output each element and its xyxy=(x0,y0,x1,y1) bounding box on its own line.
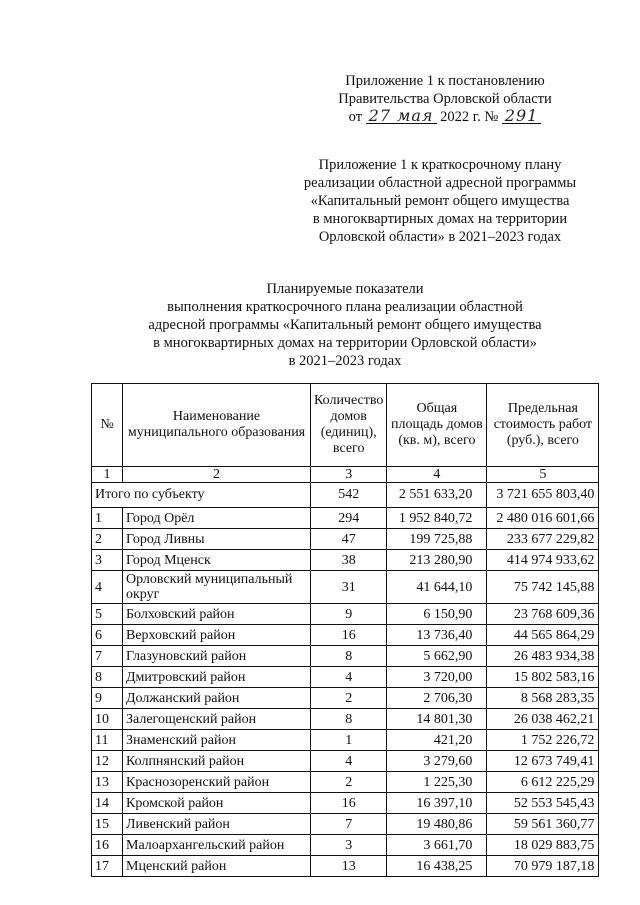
row-cost: 75 742 145,88 xyxy=(487,571,599,604)
table-row xyxy=(92,646,599,667)
handwritten-number: 291 xyxy=(502,109,542,124)
row-count: 13 xyxy=(311,856,387,877)
row-number: 2 xyxy=(92,529,123,550)
table-row xyxy=(92,667,599,688)
appendix-line: «Капитальный ремонт общего имущества xyxy=(310,193,570,209)
row-cost: 2 480 016 601,66 xyxy=(487,508,599,529)
title-line: в 2021–2023 годах xyxy=(288,353,402,369)
row-area: 3 661,70 xyxy=(387,835,487,856)
row-area: 16 397,10 xyxy=(387,793,487,814)
row-cost: 12 673 749,41 xyxy=(487,751,599,772)
row-cost: 70 979 187,18 xyxy=(487,856,599,877)
table-row xyxy=(92,772,599,793)
row-area: 213 280,90 xyxy=(387,550,487,571)
row-municipality: Знаменский район xyxy=(123,730,311,751)
row-cost: 8 568 283,35 xyxy=(487,688,599,709)
table-row xyxy=(92,814,599,835)
table-row xyxy=(92,550,599,571)
row-number: 10 xyxy=(92,709,123,730)
appendix-date-line xyxy=(300,108,590,126)
table-row xyxy=(92,508,599,529)
total-area: 2 551 633,20 xyxy=(387,483,487,508)
title-line: выполнения краткосрочного плана реализации областной xyxy=(167,299,523,315)
column-number: 4 xyxy=(387,467,487,483)
date-prefix: от xyxy=(348,109,363,125)
row-cost: 18 029 883,75 xyxy=(487,835,599,856)
table-row xyxy=(92,856,599,877)
column-number: 5 xyxy=(487,467,599,483)
row-cost: 15 802 583,16 xyxy=(487,667,599,688)
row-area: 19 480,86 xyxy=(387,814,487,835)
table-row xyxy=(92,688,599,709)
row-number: 6 xyxy=(92,625,123,646)
row-cost: 233 677 229,82 xyxy=(487,529,599,550)
row-area: 13 736,40 xyxy=(387,625,487,646)
row-count: 8 xyxy=(311,709,387,730)
row-municipality: Глазуновский район xyxy=(123,646,311,667)
row-municipality: Город Ливны xyxy=(123,529,311,550)
row-area: 3 720,00 xyxy=(387,667,487,688)
row-municipality: Колпнянский район xyxy=(123,751,311,772)
row-number: 12 xyxy=(92,751,123,772)
row-count: 7 xyxy=(311,814,387,835)
row-number: 7 xyxy=(92,646,123,667)
column-number: 2 xyxy=(123,467,311,483)
column-number: 1 xyxy=(92,467,123,483)
row-cost: 59 561 360,77 xyxy=(487,814,599,835)
table-row xyxy=(92,793,599,814)
handwritten-date: 27 мая xyxy=(366,109,437,124)
row-area: 5 662,90 xyxy=(387,646,487,667)
row-count: 3 xyxy=(311,835,387,856)
total-label: Итого по субъекту xyxy=(92,483,311,508)
row-cost: 23 768 609,36 xyxy=(487,604,599,625)
row-area: 2 706,30 xyxy=(387,688,487,709)
date-suffix: 2022 г. № xyxy=(440,109,499,125)
row-municipality: Краснозоренский район xyxy=(123,772,311,793)
row-number: 14 xyxy=(92,793,123,814)
row-municipality: Кромской район xyxy=(123,793,311,814)
row-municipality: Залегощенский район xyxy=(123,709,311,730)
appendix-line: Орловской области» в 2021–2023 годах xyxy=(318,229,562,245)
row-cost: 414 974 933,62 xyxy=(487,550,599,571)
row-area: 199 725,88 xyxy=(387,529,487,550)
row-area: 6 150,90 xyxy=(387,604,487,625)
row-area: 41 644,10 xyxy=(387,571,487,604)
row-area: 1 225,30 xyxy=(387,772,487,793)
header-area: Общая площадь домов (кв. м), всего xyxy=(387,384,487,467)
row-area: 1 952 840,72 xyxy=(387,508,487,529)
row-count: 4 xyxy=(311,751,387,772)
header-num: № xyxy=(92,384,123,467)
table-header-row xyxy=(92,384,599,467)
header-name: Наименование муниципального образования xyxy=(123,384,311,467)
total-count: 542 xyxy=(311,483,387,508)
row-number: 3 xyxy=(92,550,123,571)
row-cost: 26 038 462,21 xyxy=(487,709,599,730)
header-count: Количество домов (единиц), всего xyxy=(311,384,387,467)
column-number: 3 xyxy=(311,467,387,483)
row-count: 38 xyxy=(311,550,387,571)
table-row xyxy=(92,604,599,625)
table-row xyxy=(92,751,599,772)
appendix-plan-header xyxy=(290,156,590,246)
row-number: 16 xyxy=(92,835,123,856)
appendix-line: Приложение 1 к краткосрочному плану xyxy=(318,157,562,173)
row-count: 2 xyxy=(311,688,387,709)
row-number: 13 xyxy=(92,772,123,793)
row-count: 2 xyxy=(311,772,387,793)
row-area: 421,20 xyxy=(387,730,487,751)
row-cost: 1 752 226,72 xyxy=(487,730,599,751)
table-row xyxy=(92,571,599,604)
row-count: 47 xyxy=(311,529,387,550)
row-area: 16 438,25 xyxy=(387,856,487,877)
row-area: 3 279,60 xyxy=(387,751,487,772)
row-count: 294 xyxy=(311,508,387,529)
title-line: Планируемые показатели xyxy=(266,281,424,297)
table-row xyxy=(92,835,599,856)
row-count: 16 xyxy=(311,793,387,814)
row-number: 5 xyxy=(92,604,123,625)
row-number: 9 xyxy=(92,688,123,709)
row-count: 9 xyxy=(311,604,387,625)
row-number: 1 xyxy=(92,508,123,529)
row-number: 15 xyxy=(92,814,123,835)
title-line: адресной программы «Капитальный ремонт общего имущества xyxy=(148,317,542,333)
row-municipality: Город Орёл xyxy=(123,508,311,529)
row-number: 11 xyxy=(92,730,123,751)
row-count: 4 xyxy=(311,667,387,688)
title-line: в многоквартирных домах на территории Орловской области» xyxy=(153,335,537,351)
column-number-row xyxy=(92,467,599,483)
row-municipality: Мценский район xyxy=(123,856,311,877)
table-row xyxy=(92,709,599,730)
table-row xyxy=(92,529,599,550)
row-count: 8 xyxy=(311,646,387,667)
total-cost: 3 721 655 803,40 xyxy=(487,483,599,508)
table-row xyxy=(92,625,599,646)
appendix-line: Приложение 1 к постановлению xyxy=(345,73,545,89)
row-area: 14 801,30 xyxy=(387,709,487,730)
row-municipality: Малоархангельский район xyxy=(123,835,311,856)
row-number: 17 xyxy=(92,856,123,877)
row-municipality: Город Мценск xyxy=(123,550,311,571)
row-number: 4 xyxy=(92,571,123,604)
row-municipality: Болховский район xyxy=(123,604,311,625)
row-municipality: Должанский район xyxy=(123,688,311,709)
row-municipality: Ливенский район xyxy=(123,814,311,835)
table-row xyxy=(92,730,599,751)
appendix-line: в многоквартирных домах на территории xyxy=(312,211,568,227)
appendix-header xyxy=(300,72,590,126)
row-municipality: Верховский район xyxy=(123,625,311,646)
document-title xyxy=(95,280,595,370)
header-cost: Предельная стоимость работ (руб.), всего xyxy=(487,384,599,467)
row-cost: 6 612 225,29 xyxy=(487,772,599,793)
row-cost: 52 553 545,43 xyxy=(487,793,599,814)
total-row xyxy=(92,483,599,508)
row-count: 16 xyxy=(311,625,387,646)
row-number: 8 xyxy=(92,667,123,688)
appendix-line: Правительства Орловской области xyxy=(338,91,552,107)
row-cost: 44 565 864,29 xyxy=(487,625,599,646)
row-municipality: Дмитровский район xyxy=(123,667,311,688)
indicators-table xyxy=(91,383,599,877)
row-cost: 26 483 934,38 xyxy=(487,646,599,667)
row-municipality: Орловский муниципальный округ xyxy=(123,571,311,604)
row-count: 31 xyxy=(311,571,387,604)
row-count: 1 xyxy=(311,730,387,751)
appendix-line: реализации областной адресной программы xyxy=(303,175,577,191)
